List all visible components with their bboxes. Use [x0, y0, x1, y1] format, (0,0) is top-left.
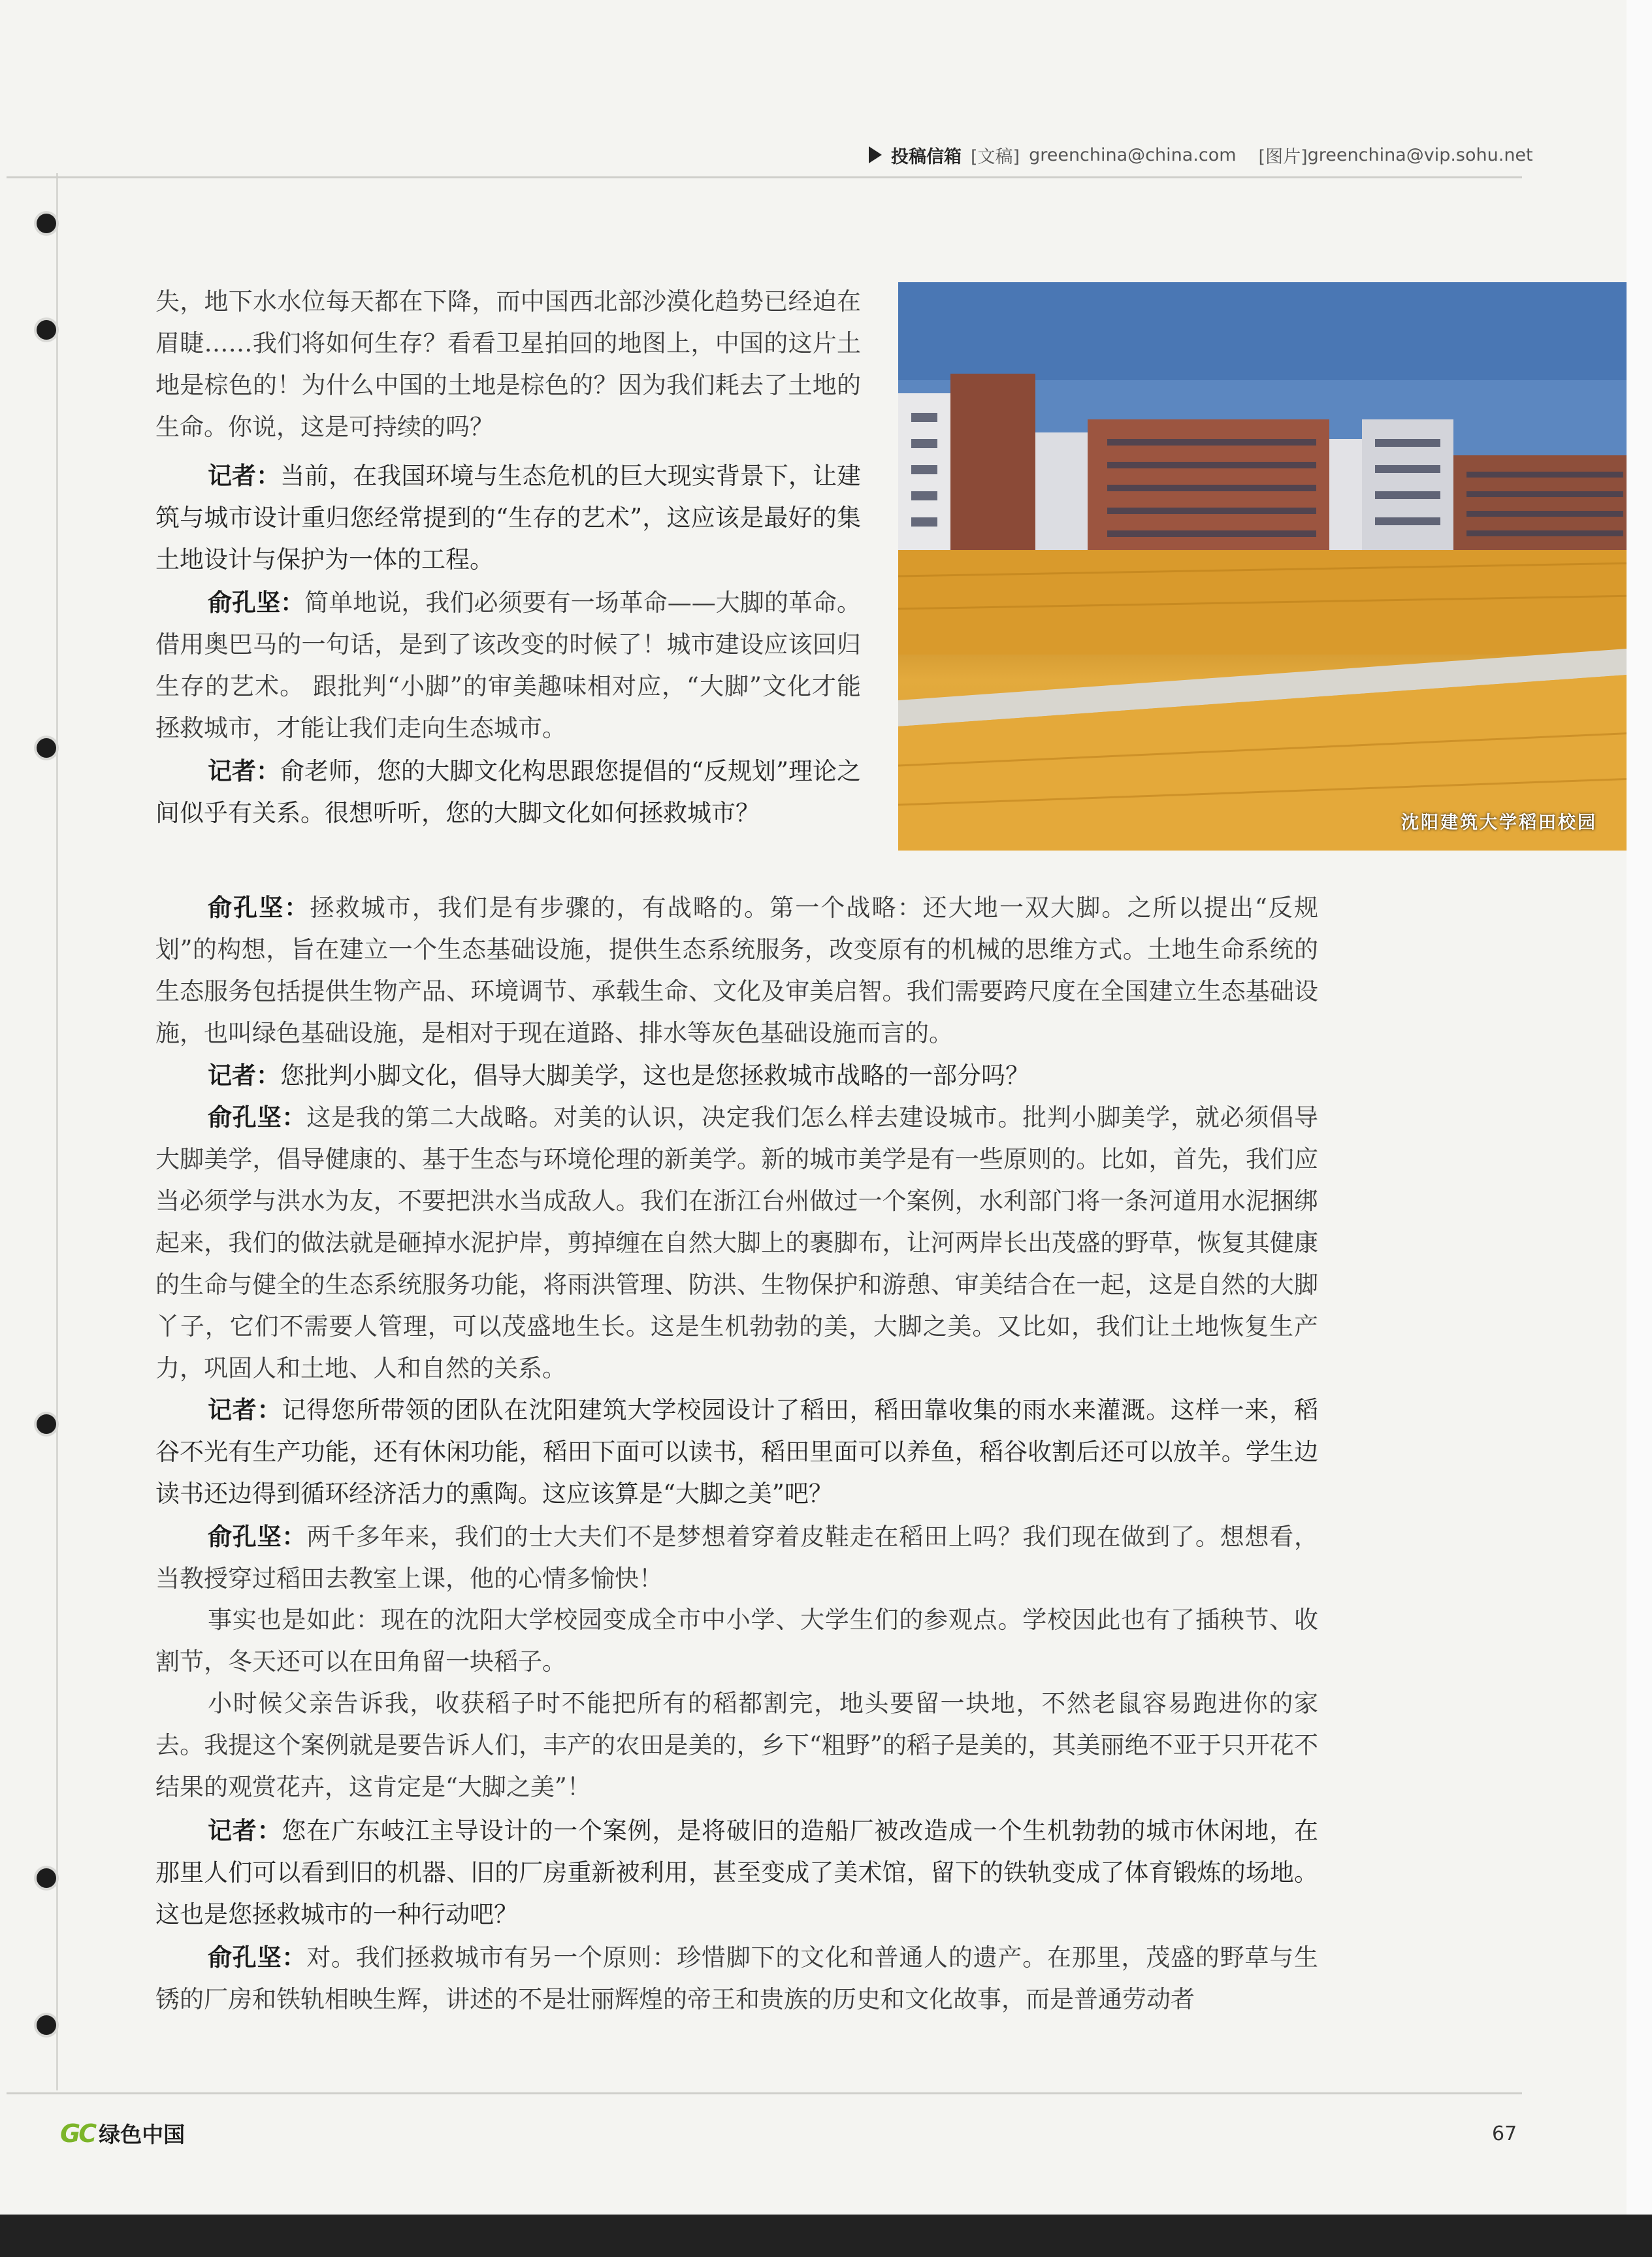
paragraph-text: 俞老师，您的大脚文化构思跟您提倡的“反规划”理论之间似乎有关系。很想听听，您的大脚文化如何拯救城市？	[155, 757, 861, 827]
footer-rule	[7, 2092, 1522, 2094]
arrow-right-icon	[869, 146, 882, 163]
speaker-yu-kongjian: 俞孔坚	[208, 1943, 282, 1972]
speaker-reporter: 记者	[208, 1062, 256, 1090]
paragraph-question: 记者：您在广东岐江主导设计的一个案例，是将破旧的造船厂被改造成一个生机勃勃的城市休闲地，在那里人们可以看到旧的机器、旧的厂房重新被利用，甚至变成了美术馆，留下的铁轨变成了体育锻炼的场地。这也是您拯救城市的一种行动吧？	[155, 1816, 1319, 1928]
paragraph-answer: 俞孔坚：对。我们拯救城市有另一个原则：珍惜脚下的文化和普通人的遗产。在那里，茂盛的野草与生锈的厂房和铁轨相映生辉，讲述的不是壮丽辉煌的帝王和贵族的历史和文化故事，而是普通劳动者	[155, 1943, 1319, 2013]
magazine-logo	[60, 2118, 185, 2149]
paragraph	[155, 1683, 1318, 1808]
submission-label: 投稿信箱	[891, 146, 962, 167]
paragraph-text: 对。我们拯救城市有另一个原则：珍惜脚下的文化和普通人的遗产。在那里，茂盛的野草与生锈的厂房和铁轨相映生辉，讲述的不是壮丽辉煌的帝王和贵族的历史和文化故事，而是普通劳动者	[155, 1943, 1319, 2013]
paragraph-text: 记得您所带领的团队在沈阳建筑大学校园设计了稻田，稻田靠收集的雨水来灌溉。这样一来，稻谷不光有生产功能，还有休闲功能，稻田下面可以读书，稻田里面可以养鱼，稻谷收割后还可以放羊。学生边读书还边得到循环经济活力的熏陶。这应该算是“大脚之美”吧？	[155, 1396, 1319, 1508]
binder-hole	[37, 214, 56, 233]
paragraph-text: 两千多年来，我们的士大夫们不是梦想着穿着皮鞋走在稻田上吗？我们现在做到了。想想看，当教授穿过稻田去教室上课，他的心情多愉快！	[155, 1523, 1319, 1593]
scan-background	[0, 2215, 1652, 2257]
paragraph-text: 失，地下水水位每天都在下降，而中国西北部沙漠化趋势已经迫在眉睫……我们将如何生存？看看卫星拍回的地图上，中国的这片土地是棕色的！为什么中国的土地是棕色的？因为我们耗去了土地的生命。你说，这是可持续的吗？	[155, 287, 861, 441]
photo-caption: 沈阳建筑大学稻田校园	[1401, 813, 1597, 833]
paragraph-text: 当前，在我国环境与生态危机的巨大现实背景下，让建筑与城市设计重归您经常提到的“生存的艺术”，这应该是最好的集土地设计与保护为一体的工程。	[155, 462, 862, 574]
paragraph	[155, 281, 861, 448]
binder-hole	[37, 1868, 56, 1888]
binding-line	[56, 173, 58, 2090]
text-tag: [文稿]	[971, 146, 1020, 167]
paragraph-text: 您在广东岐江主导设计的一个案例，是将破旧的造船厂被改造成一个生机勃勃的城市休闲地，在那里人们可以看到旧的机器、旧的厂房重新被利用，甚至变成了美术馆，留下的铁轨变成了体育锻炼的场地。这也是您拯救城市的一种行动吧？	[155, 1817, 1319, 1928]
paragraph-question: 记者：您批判小脚文化，倡导大脚美学，这也是您拯救城市战略的一部分吗？	[208, 1061, 1029, 1090]
speaker-reporter: 记者	[208, 462, 257, 490]
header-rule	[7, 176, 1522, 178]
paragraph	[155, 1599, 1318, 1683]
speaker-yu-kongjian: 俞孔坚	[208, 1103, 282, 1131]
paragraph-text: 这是我的第二大战略。对美的认识，决定我们怎么样去建设城市。批判小脚美学，就必须倡导大脚美学，倡导健康的、基于生态与环境伦理的新美学。新的城市美学是有一些原则的。比如，首先，我们应当必须学与洪水为友，不要把洪水当成敌人。我们在浙江台州做过一个案例，水利部门将一条河道用水泥捆绑起来，我们的做法就是砸掉水泥护岸，剪掉缠在自然大脚上的裹脚布，让河两岸长出茂盛的野草，恢复其健康的生命与健全的生态系统服务功能，将雨洪管理、防洪、生物保护和游憩、审美结合在一起，这是自然的大脚丫子，它们不需要人管理，可以茂盛地生长。这是生机勃勃的美，大脚之美。又比如，我们让土地恢复生产力，巩固人和土地、人和自然的关系。	[155, 1103, 1319, 1382]
photo-email-link[interactable]: greenchina@vip.sohu.net	[1307, 144, 1533, 165]
paragraph-question: 记者：记得您所带领的团队在沈阳建筑大学校园设计了稻田，稻田靠收集的雨水来灌溉。这样一来，稻谷不光有生产功能，还有休闲功能，稻田下面可以读书，稻田里面可以养鱼，稻谷收割后还可以放羊。学生边读书还边得到循环经济活力的熏陶。这应该算是“大脚之美”吧？	[155, 1395, 1319, 1508]
binder-hole	[37, 1414, 56, 1434]
paragraph-question: 记者：当前，在我国环境与生态危机的巨大现实背景下，让建筑与城市设计重归您经常提到的“生存的艺术”，这应该是最好的集土地设计与保护为一体的工程。	[155, 461, 862, 574]
paragraph-text: 拯救城市，我们是有步骤的，有战略的。第一个战略：还大地一双大脚。之所以提出“反规划”的构想，旨在建立一个生态基础设施，提供生态系统服务，改变原有的机械的思维方式。土地生命系统的生态服务包括提供生物产品、环境调节、承载生命、文化及审美启智。我们需要跨尺度在全国建立生态基础设施，也叫绿色基础设施，是相对于现在道路、排水等灰色基础设施而言的。	[155, 894, 1319, 1047]
paragraph-answer: 俞孔坚：两千多年来，我们的士大夫们不是梦想着穿着皮鞋走在稻田上吗？我们现在做到了。想想看，当教授穿过稻田去教室上课，他的心情多愉快！	[155, 1522, 1319, 1593]
speaker-reporter: 记者	[208, 1396, 257, 1424]
page-number: 67	[1492, 2122, 1517, 2145]
paragraph-question: 记者：俞老师，您的大脚文化构思跟您提倡的“反规划”理论之间似乎有关系。很想听听，您的大脚文化如何拯救城市？	[155, 756, 861, 827]
binder-hole	[37, 2015, 56, 2035]
paragraph-text: 简单地说，我们必须要有一场革命——大脚的革命。借用奥巴马的一句话，是到了该改变的时候了！城市建设应该回归生存的艺术。 跟批判“小脚”的审美趣味相对应，“大脚”文化才能拯救城市，才能让我们走向生态城市。	[155, 589, 862, 742]
binder-hole	[37, 738, 56, 758]
magazine-name: 绿色中国	[99, 2122, 186, 2147]
speaker-yu-kongjian: 俞孔坚	[208, 894, 285, 922]
speaker-reporter: 记者	[208, 1817, 257, 1845]
speaker-reporter: 记者	[208, 757, 257, 785]
page-edge	[1627, 0, 1652, 2257]
page-header	[869, 138, 1533, 171]
campus-rice-field-photo	[898, 282, 1636, 851]
binder-hole	[37, 320, 56, 340]
paragraph-answer: 俞孔坚：简单地说，我们必须要有一场革命——大脚的革命。借用奥巴马的一句话，是到了该改变的时候了！城市建设应该回归生存的艺术。 跟批判“小脚”的审美趣味相对应，“大脚”文化才能拯救城市，才能让我们走向生态城市。	[155, 588, 862, 742]
paragraph-answer: 俞孔坚：这是我的第二大战略。对美的认识，决定我们怎么样去建设城市。批判小脚美学，就必须倡导大脚美学，倡导健康的、基于生态与环境伦理的新美学。新的城市美学是有一些原则的。比如，首先，我们应当必须学与洪水为友，不要把洪水当成敌人。我们在浙江台州做过一个案例，水利部门将一条河道用水泥捆绑起来，我们的做法就是砸掉水泥护岸，剪掉缠在自然大脚上的裹脚布，让河两岸长出茂盛的野草，恢复其健康的生命与健全的生态系统服务功能，将雨洪管理、防洪、生物保护和游憩、审美结合在一起，这是自然的大脚丫子，它们不需要人管理，可以茂盛地生长。这是生机勃勃的美，大脚之美。又比如，我们让土地恢复生产力，巩固人和土地、人和自然的关系。	[155, 1103, 1319, 1382]
paragraph-text: 您批判小脚文化，倡导大脚美学，这也是您拯救城市战略的一部分吗？	[280, 1062, 1029, 1090]
paragraph-text: 小时候父亲告诉我，收获稻子时不能把所有的稻都割完，地头要留一块地，不然老鼠容易跑进你的家去。我提这个案例就是要告诉人们，丰产的农田是美的，乡下“粗野”的稻子是美的，其美丽绝不亚于只开花不结果的观赏花卉，这肯定是“大脚之美”！	[155, 1689, 1318, 1801]
text-email-link[interactable]: greenchina@china.com	[1029, 144, 1237, 165]
paragraph-answer: 俞孔坚：拯救城市，我们是有步骤的，有战略的。第一个战略：还大地一双大脚。之所以提出“反规划”的构想，旨在建立一个生态基础设施，提供生态系统服务，改变原有的机械的思维方式。土地生命系统的生态服务包括提供生物产品、环境调节、承载生命、文化及审美启智。我们需要跨尺度在全国建立生态基础设施，也叫绿色基础设施，是相对于现在道路、排水等灰色基础设施而言的。	[155, 893, 1319, 1047]
gc-logo-mark: GC	[60, 2119, 95, 2148]
paragraph-text: 事实也是如此：现在的沈阳大学校园变成全市中小学、大学生们的参观点。学校因此也有了插秧节、收割节，冬天还可以在田角留一块稻子。	[155, 1606, 1318, 1676]
speaker-yu-kongjian: 俞孔坚	[208, 1523, 282, 1551]
photo-tag: [图片]	[1258, 146, 1308, 167]
speaker-yu-kongjian: 俞孔坚	[208, 589, 281, 617]
